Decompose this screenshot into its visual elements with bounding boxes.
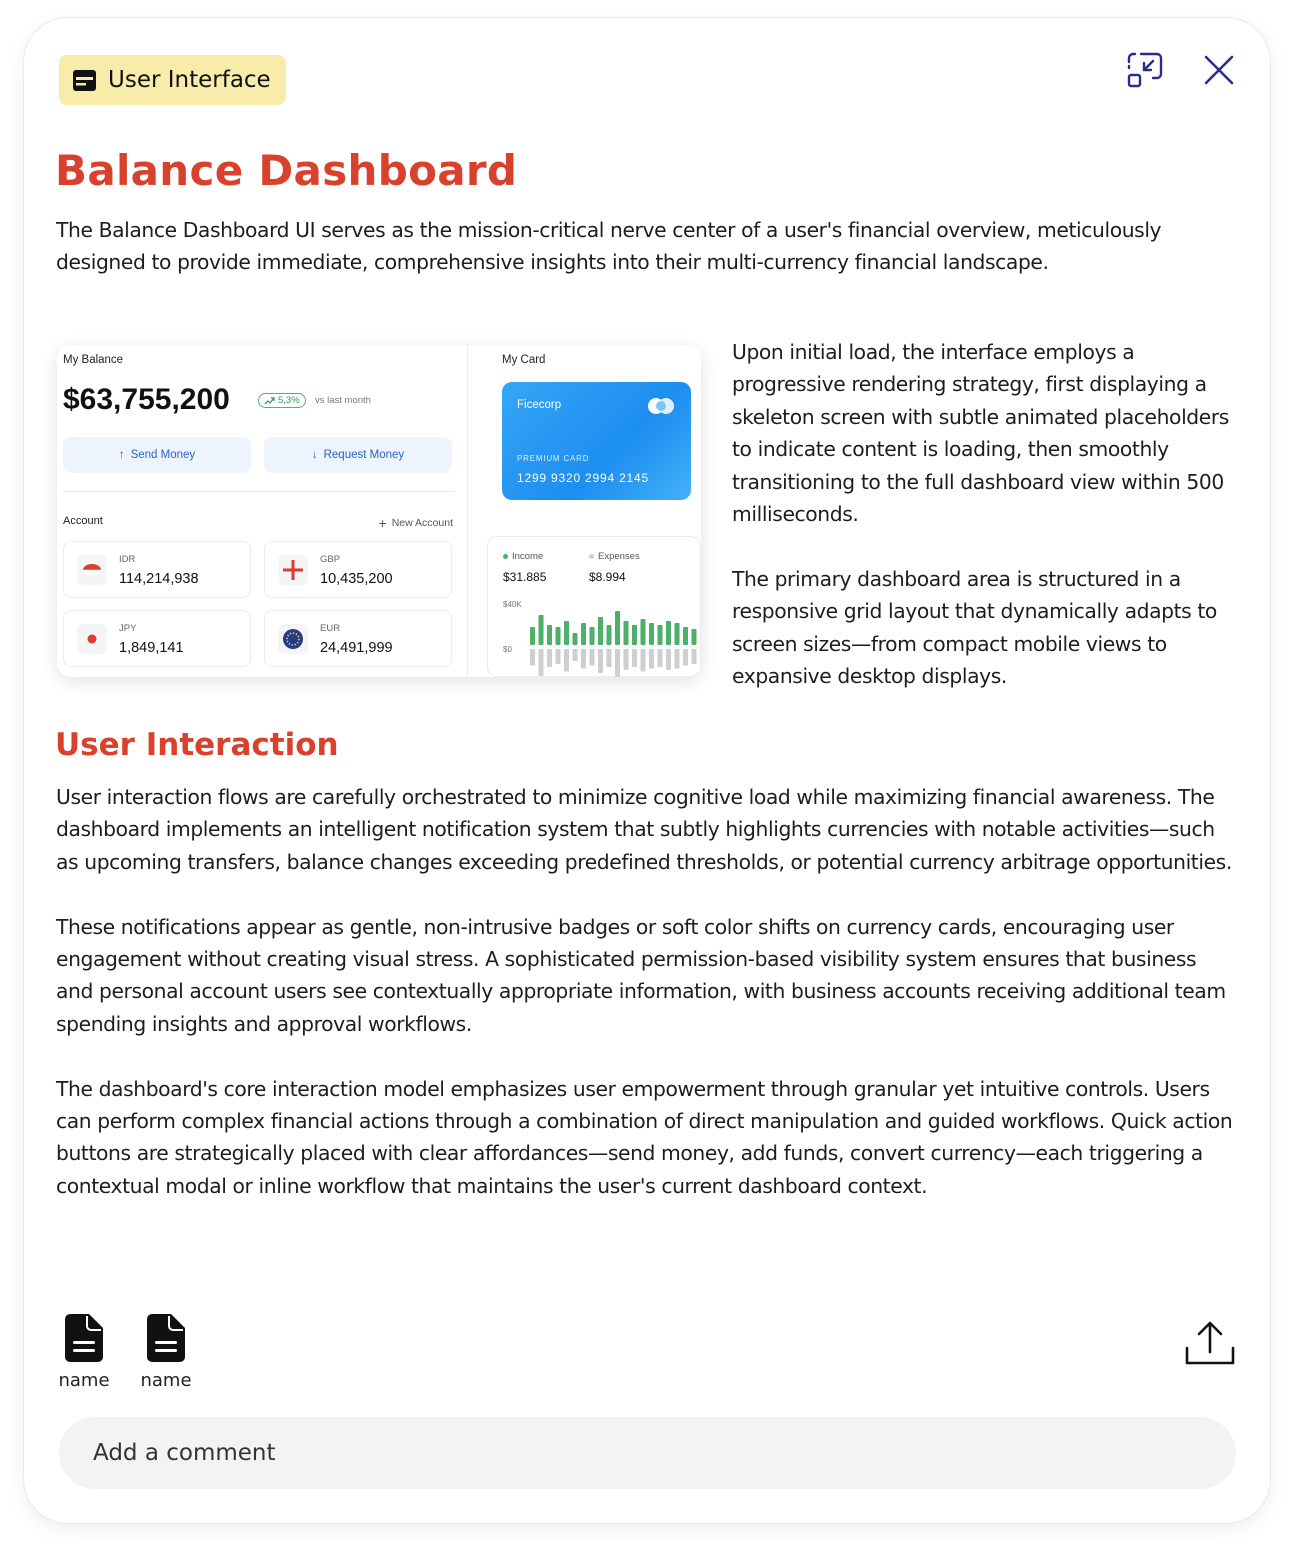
expense-bar xyxy=(607,649,612,667)
send-money-button: ↑ Send Money xyxy=(63,437,251,473)
preview-divider xyxy=(467,345,468,677)
expense-bar xyxy=(615,649,620,677)
expense-bar xyxy=(692,649,697,664)
right-paragraph: Upon initial load, the interface employs a progressive rendering strategy, first displaying a skeleton screen with subtle animated placeholders to indicate content is loading, then smoothly transitioning to the full dashboard view within 500 milliseconds. xyxy=(732,340,1229,527)
premium-card: Ficecorp PREMIUM CARD 1299 9320 2994 2145 xyxy=(502,382,691,500)
account-label: Account xyxy=(63,515,103,527)
right-paragraph: The primary dashboard area is structured in a responsive grid layout that dynamically adapts to screen sizes—from compact mobile views to expansive desktop displays. xyxy=(732,566,1217,689)
expense-bar xyxy=(598,649,603,673)
income-bar xyxy=(658,625,663,645)
income-bar xyxy=(547,625,552,645)
expense-bar xyxy=(556,649,561,664)
new-account-link: + New Account xyxy=(378,515,453,531)
plus-icon: + xyxy=(378,515,387,531)
balance-amount: $63,755,200 xyxy=(63,383,230,416)
england-flag-icon xyxy=(278,555,308,585)
income-bar xyxy=(590,627,595,645)
minimize-icon xyxy=(1127,52,1163,88)
my-card-label: My Card xyxy=(502,354,546,366)
expense-bar xyxy=(632,649,637,667)
income-bar xyxy=(615,611,620,645)
page-title: Balance Dashboard xyxy=(55,146,518,195)
expense-bar xyxy=(581,649,586,669)
growth-badge: 5,3% xyxy=(258,393,306,408)
expenses-value: $8.994 xyxy=(589,570,626,584)
attachment-file[interactable] xyxy=(138,1314,194,1391)
body-paragraph: These notifications appear as gentle, non-intrusive badges or soft color shifts on currency cards, encouraging user engagement without creating visual stress. A sophisticated permission-based visibility system ensures that business and personal account users see contextually appropriate information, with business accounts receiving additional team spending insights and approval workflows. xyxy=(56,914,1226,1036)
account-card-idr: IDR 114,214,938 xyxy=(63,541,251,598)
detail-modal xyxy=(24,18,1270,1523)
income-bar xyxy=(573,633,578,645)
minimize-button[interactable] xyxy=(1126,51,1164,89)
document-icon xyxy=(147,1314,185,1362)
comment-input[interactable] xyxy=(59,1417,1236,1489)
y-axis-bottom-label: $0 xyxy=(503,645,512,654)
category-tag-label: User Interface xyxy=(108,67,271,93)
income-bar xyxy=(539,615,544,645)
income-legend: Income xyxy=(503,551,543,562)
expense-bar xyxy=(573,649,578,661)
upload-button[interactable] xyxy=(1184,1320,1236,1366)
income-bar xyxy=(641,619,646,645)
income-bar xyxy=(607,625,612,645)
expense-bar xyxy=(666,649,671,670)
income-bar xyxy=(666,621,671,645)
close-button[interactable] xyxy=(1200,51,1238,89)
window-icon xyxy=(73,70,96,91)
section-title: User Interaction xyxy=(55,727,339,763)
arrow-up-icon: ↑ xyxy=(118,449,125,461)
income-bar xyxy=(581,623,586,645)
attachment-name: name xyxy=(58,1370,110,1391)
income-bar xyxy=(564,621,569,645)
document-icon xyxy=(65,1314,103,1362)
expense-bar xyxy=(649,649,654,669)
vs-label: vs last month xyxy=(315,395,371,406)
expense-bar xyxy=(590,649,595,666)
income-bar xyxy=(675,623,680,645)
income-bar xyxy=(556,627,561,645)
expenses-legend: Expenses xyxy=(589,551,640,562)
section-body xyxy=(56,781,1236,1235)
income-value: $31.885 xyxy=(503,570,547,584)
divider xyxy=(63,491,453,492)
income-bar xyxy=(692,629,697,645)
expense-bar xyxy=(683,649,688,666)
comment-placeholder: Add a comment xyxy=(93,1440,276,1466)
eu-flag-icon xyxy=(278,624,308,654)
intro-text: The Balance Dashboard UI serves as the mission-critical nerve center of a user's financial overview, meticulously designed to provide immediate, comprehensive insights into their multi-currency financial landscape. xyxy=(56,218,1162,275)
indonesia-flag-icon xyxy=(77,555,107,585)
close-icon xyxy=(1203,54,1235,86)
body-paragraph: The dashboard's core interaction model emphasizes user empowerment through granular yet intuitive controls. Users can perform complex financial actions through a combination of direct manipulation and guided workflows. Quick action buttons are strategically placed with clear affordances—send money, add funds, convert currency—each triggering a contextual modal or inline workflow that maintains the user's current dashboard context. xyxy=(56,1076,1233,1198)
income-expense-chart xyxy=(487,536,701,677)
y-axis-top-label: $40K xyxy=(503,600,522,609)
expense-bar xyxy=(641,649,646,672)
income-bar xyxy=(530,627,535,645)
expense-bar xyxy=(658,649,663,667)
attachment-file[interactable] xyxy=(56,1314,112,1391)
body-paragraph: User interaction flows are carefully orchestrated to minimize cognitive load while maximizing financial awareness. The dashboard implements an intelligent notification system that subtly highlights currencies with notable activities—such as upcoming transfers, balance changes exceeding predefined thresholds, or potential currency arbitrage opportunities. xyxy=(56,785,1232,874)
account-card-gbp: GBP 10,435,200 xyxy=(264,541,452,598)
expense-bar xyxy=(564,649,569,672)
trend-up-icon xyxy=(264,397,275,405)
dashboard-preview-image[interactable] xyxy=(57,345,701,677)
expense-bar xyxy=(675,649,680,669)
income-bar xyxy=(624,621,629,645)
attachments xyxy=(56,1314,194,1391)
attachment-name: name xyxy=(140,1370,192,1391)
account-card-eur: EUR 24,491,999 xyxy=(264,610,452,667)
income-bar xyxy=(632,625,637,645)
expense-bar xyxy=(539,649,544,676)
category-tag xyxy=(59,55,286,105)
japan-flag-icon xyxy=(77,624,107,654)
expense-bar xyxy=(530,649,535,666)
expense-bar xyxy=(624,649,629,670)
request-money-button: ↓ Request Money xyxy=(264,437,452,473)
upload-icon xyxy=(1184,1320,1236,1366)
income-expense-bars xyxy=(488,537,701,677)
account-card-jpy: JPY 1,849,141 xyxy=(63,610,251,667)
income-bar xyxy=(683,627,688,645)
arrow-down-icon: ↓ xyxy=(311,449,318,461)
income-bar xyxy=(598,617,603,645)
expense-bar xyxy=(547,649,552,667)
right-text xyxy=(732,336,1244,692)
card-network-logo-icon xyxy=(646,397,676,415)
my-balance-label: My Balance xyxy=(63,354,124,366)
income-bar xyxy=(649,623,654,645)
